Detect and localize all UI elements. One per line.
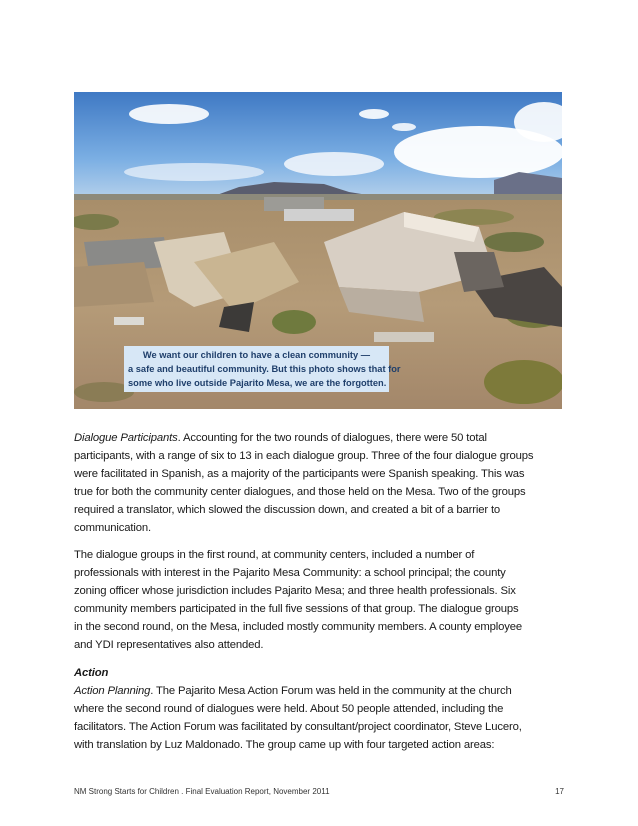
text-line: where the second round of dialogues were held. About 50 people attended, including the — [74, 703, 504, 715]
text-line: professionals with interest in the Pajarito Mesa Community: a school principal; the county — [74, 567, 506, 579]
text-line: participants, with a range of six to 13 in each dialogue group. Three of the four dialogue groups — [74, 450, 534, 462]
text-line: in the second round, on the Mesa, included mostly community members. A county employee — [74, 621, 522, 633]
section-action — [74, 664, 574, 754]
dumping-photo — [74, 92, 562, 409]
text-line: and YDI representatives also attended. — [74, 639, 264, 651]
section-heading: Action — [74, 667, 109, 679]
caption-line: We want our children to have a clean community — — [142, 350, 371, 360]
text-line: true for both the community center dialogues, and those held on the Mesa. Two of the groups — [74, 486, 526, 498]
page-number: 17 — [555, 787, 564, 796]
text-line — [74, 682, 574, 700]
text-line: with translation by Luz Maldonado. The group came up with four targeted action areas: — [74, 739, 495, 751]
lead-italic: Dialogue Participants — [74, 432, 178, 444]
text-line: required a translator, which slowed the discussion down, and created a bit of a barrier to — [74, 504, 501, 516]
text-line: facilitators. The Action Forum was facilitated by consultant/project coordinator, Steve Lucero, — [74, 721, 522, 733]
caption-line: a safe and beautiful community. But this photo shows that for — [128, 364, 401, 374]
text-run: . Accounting for the two rounds of dialogues, there were 50 total — [177, 432, 487, 444]
text-run: . The Pajarito Mesa Action Forum was held in the community at the church — [150, 685, 512, 697]
footer-title: NM Strong Starts for Children . Final Evaluation Report, November 2011 — [74, 787, 330, 796]
photo-caption — [124, 346, 401, 392]
paragraph-dialogue-participants — [74, 429, 574, 537]
text-line: communication. — [74, 522, 152, 534]
paragraph-dialogue-groups — [74, 546, 574, 654]
caption-line: some who live outside Pajarito Mesa, we are the forgotten. — [128, 378, 387, 388]
text-line: zoning officer whose jurisdiction includes Pajarito Mesa; and three health professionals. Six — [74, 585, 516, 597]
text-line: were facilitated in Spanish, as a majority of the participants were Spanish speaking. This was — [74, 468, 525, 480]
text-line: community members participated in the full five sessions of that group. The dialogue groups — [74, 603, 519, 615]
text-line: The dialogue groups in the first round, at community centers, included a number of — [74, 549, 475, 561]
lead-italic: Action Planning — [74, 685, 151, 697]
text-line — [74, 429, 574, 447]
